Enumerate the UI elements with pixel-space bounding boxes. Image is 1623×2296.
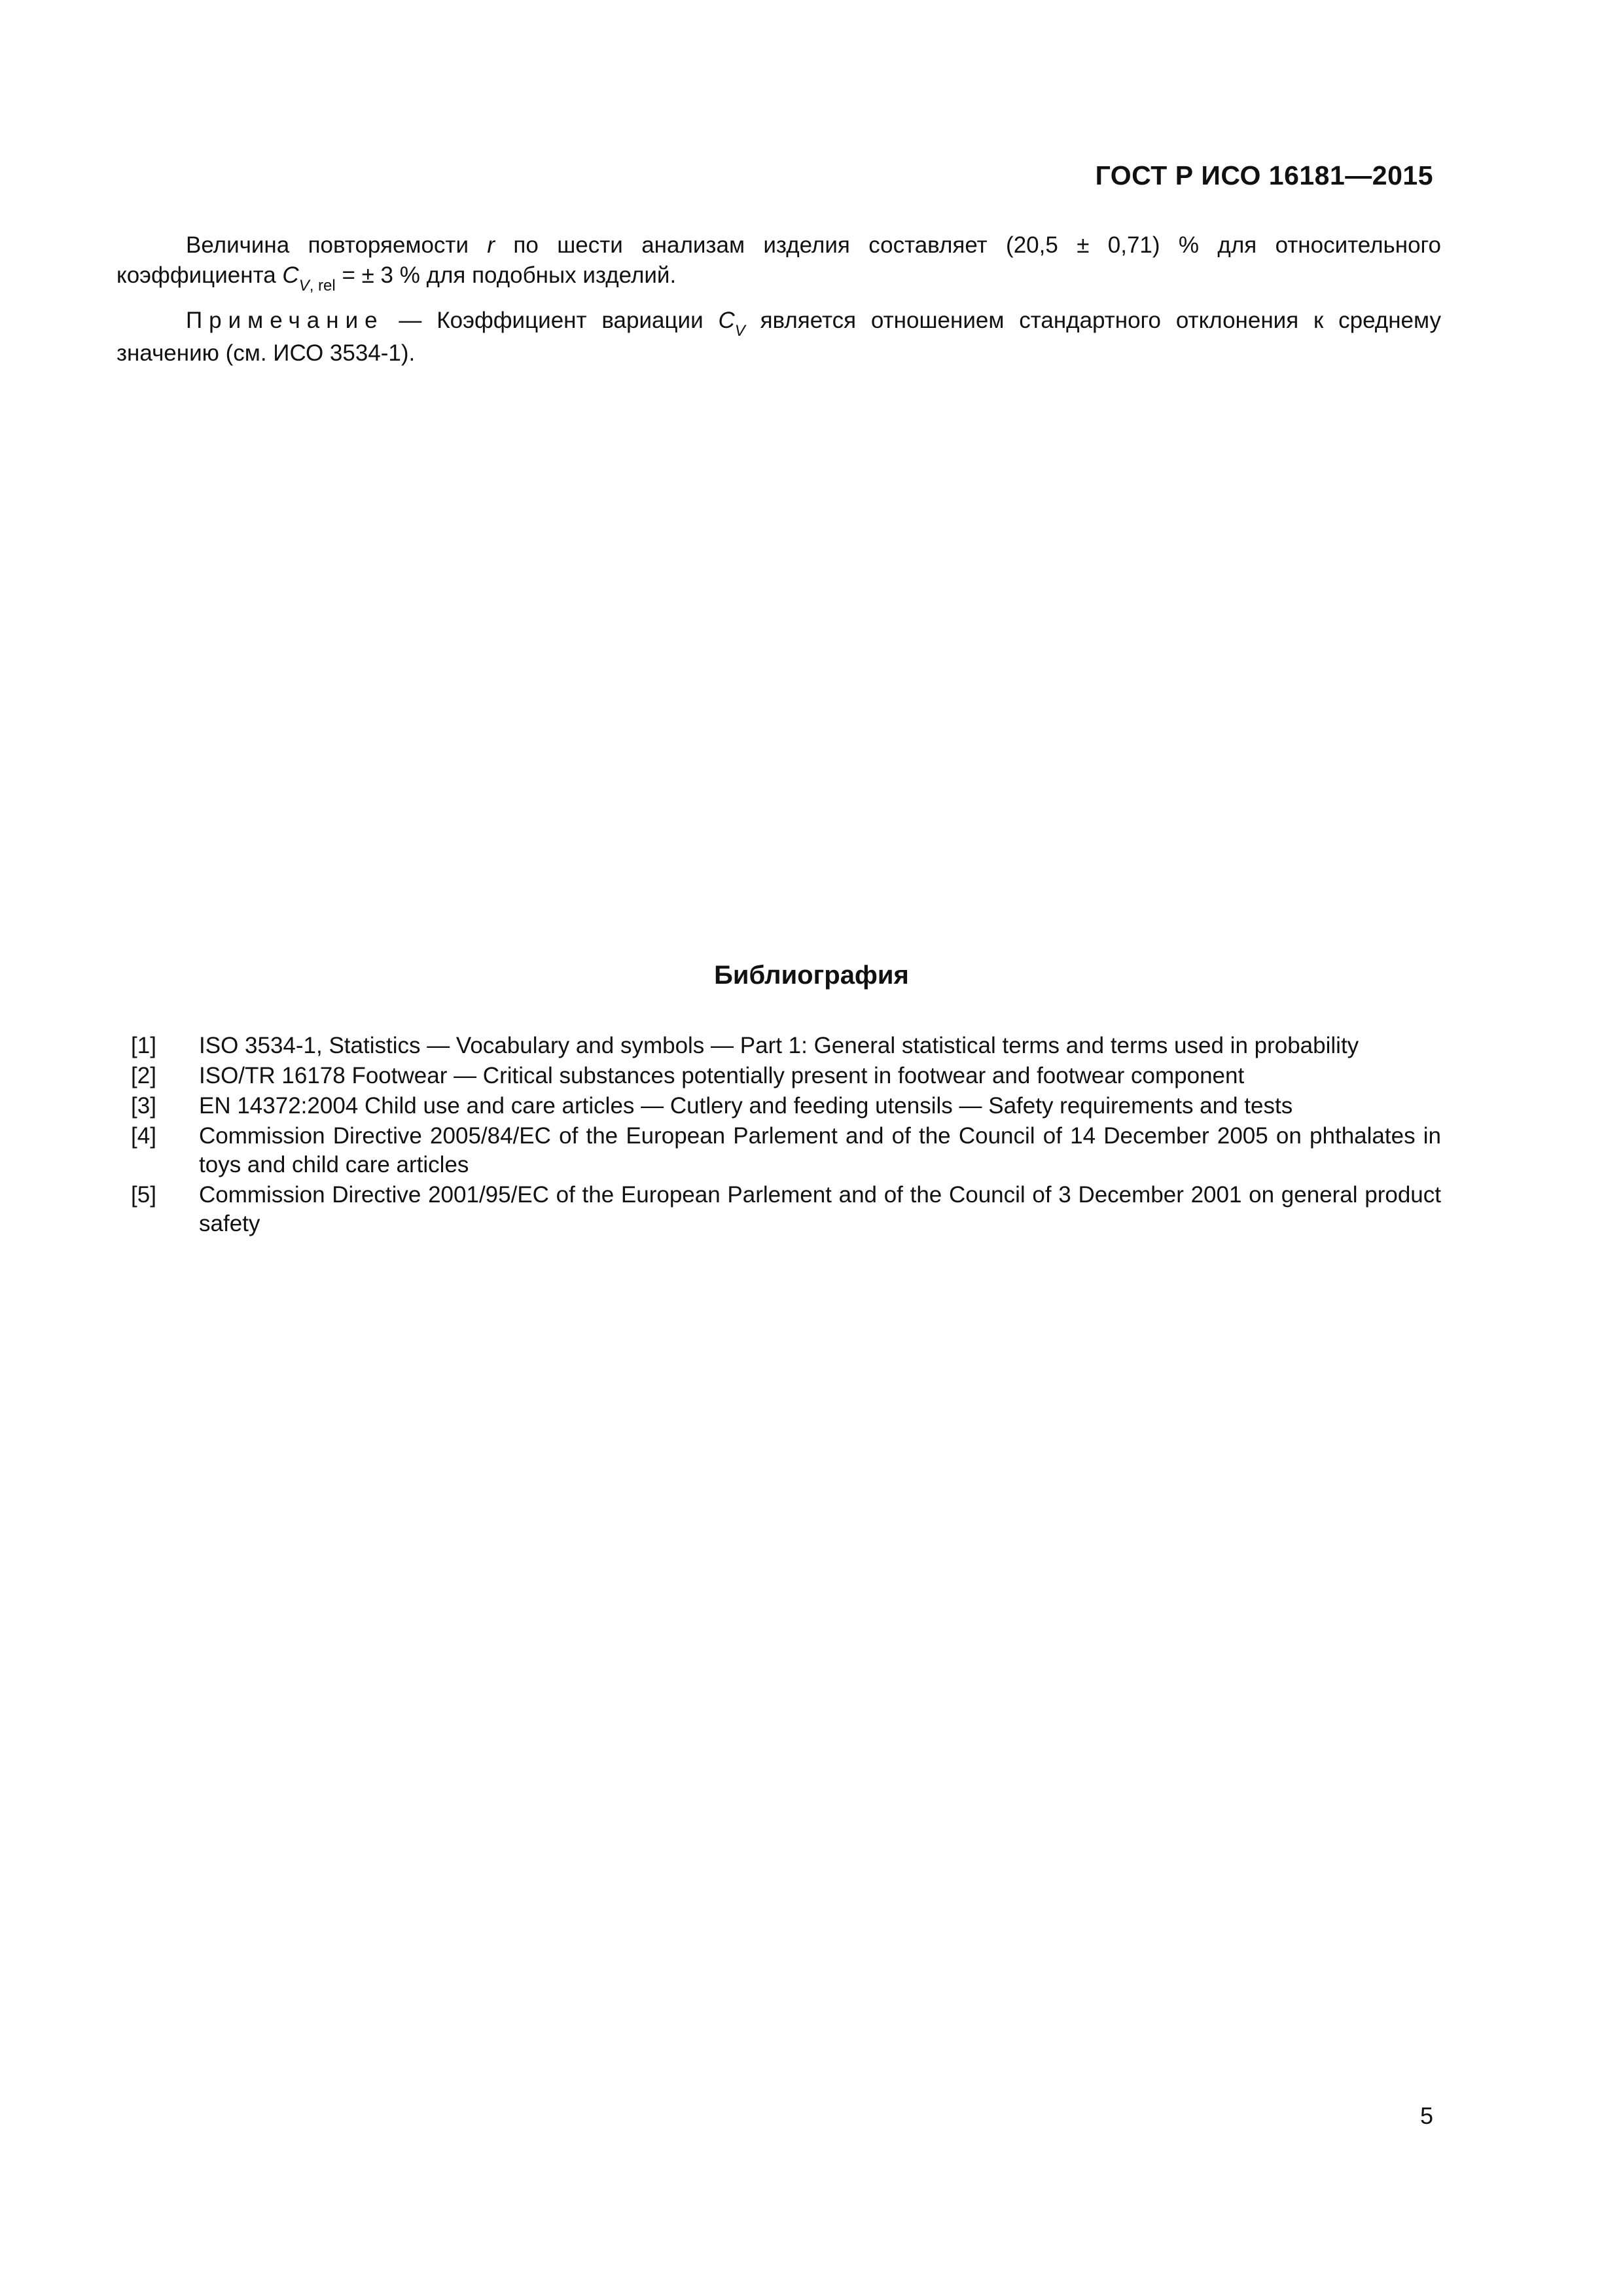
note-text: является отношением стандартного отклонения к среднему значению (см. ИСО 3534-1). (116, 308, 1441, 366)
entry-number: [5] (131, 1182, 156, 1208)
entry-text: EN 14372:2004 Child use and care articles — Cutlery and feeding utensils — Safety requirements and tests (199, 1093, 1293, 1119)
bibliography-title: Библиография (714, 961, 909, 990)
entry-number: [2] (131, 1063, 156, 1088)
paragraph-text: по шести анализам изделия составляет (20,5 ± 0,71) % для относительного коэффициента (116, 232, 1442, 288)
entry-number: [4] (131, 1123, 156, 1149)
repeatability-paragraph (116, 230, 1441, 293)
entry-number: [1] (131, 1033, 156, 1058)
entry-text: Commission Directive 2005/84/EC of the European Parlement and of the Council of 14 December 2005 on phthalates in toys and child care articles (199, 1123, 1441, 1177)
subscript-v: V (298, 277, 310, 295)
paragraph-text: = ± 3 % для подобных изделий. (335, 262, 677, 288)
variable-c: C (282, 262, 299, 288)
note-paragraph (116, 306, 1441, 368)
paragraph-text: Величина повторяемости (186, 232, 488, 258)
subscript-v-rel (299, 277, 336, 295)
variable-c: C (718, 308, 735, 333)
variable-r: r (487, 232, 495, 258)
bibliography-entry (131, 1062, 1441, 1090)
page-number: 5 (1419, 2102, 1433, 2129)
bibliography-entry (131, 1092, 1441, 1121)
entry-text: ISO/TR 16178 Footwear — Critical substances potentially present in footwear and footwear component (199, 1063, 1245, 1088)
entry-number: [3] (131, 1093, 156, 1119)
document-code-header: ГОСТ Р ИСО 16181—2015 (1095, 160, 1433, 190)
entry-text: ISO 3534-1, Statistics — Vocabulary and symbols — Part 1: General statistical terms and terms used in probability (199, 1033, 1359, 1058)
bibliography-list (131, 1031, 1441, 1240)
note-text: — Коэффициент вариации (383, 308, 719, 333)
subscript-v: V (734, 322, 745, 340)
entry-text: Commission Directive 2001/95/EC of the European Parlement and of the Council of 3 December 2001 on general product safety (199, 1182, 1441, 1236)
bibliography-entry (131, 1181, 1441, 1238)
note-label: Примечание (186, 308, 384, 333)
bibliography-entry (131, 1122, 1441, 1179)
subscript-rel: , rel (309, 277, 336, 295)
bibliography-entry (131, 1031, 1441, 1060)
